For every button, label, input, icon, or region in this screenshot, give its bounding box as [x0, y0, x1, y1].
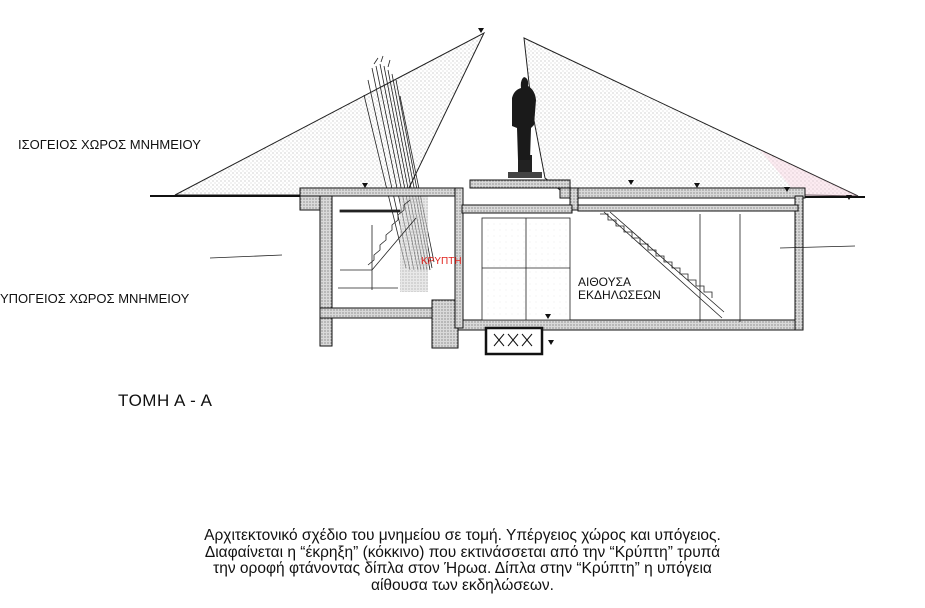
hall-glazing [482, 218, 570, 320]
crypt-label: ΚΡΥΠΤΗ [421, 256, 462, 267]
section-title: ΤΟΜΗ Α - Α [118, 391, 213, 410]
caption-line2: Διαφαίνεται η “έκρηξη” (κόκκινο) που εκτινάσσεται από την “Κρύπτη” τρυπά [204, 543, 721, 561]
caption-line4: αίθουσα των εκδηλώσεων. [371, 576, 554, 594]
caption-line3: την οροφή φτάνοντας δίπλα στον Ήρωα. Δίπλα στην “Κρύπτη” η υπόγεια [213, 560, 712, 577]
underground-label: ΥΠΟΓΕΙΟΣ ΧΩΡΟΣ ΜΝΗΜΕΙΟΥ [0, 291, 190, 306]
stairs-right [600, 212, 740, 322]
events-hall-line1: ΑΙΘΟΥΣΑ [578, 275, 632, 289]
events-hall-line2: ΕΚΔΗΛΩΣΕΩΝ [578, 288, 661, 302]
caption-line1: Αρχιτεκτονικό σχέδιο του μνημείου σε τομή. Υπέργειος χώρος και υπόγειος. [204, 527, 721, 544]
caption [20, 528, 905, 594]
events-hall-label [578, 276, 661, 302]
pyramid-right [524, 38, 858, 198]
pyramid-left [175, 33, 484, 195]
ground-floor-label: ΙΣΟΓΕΙΟΣ ΧΩΡΟΣ ΜΝΗΜΕΙΟΥ [18, 137, 201, 152]
